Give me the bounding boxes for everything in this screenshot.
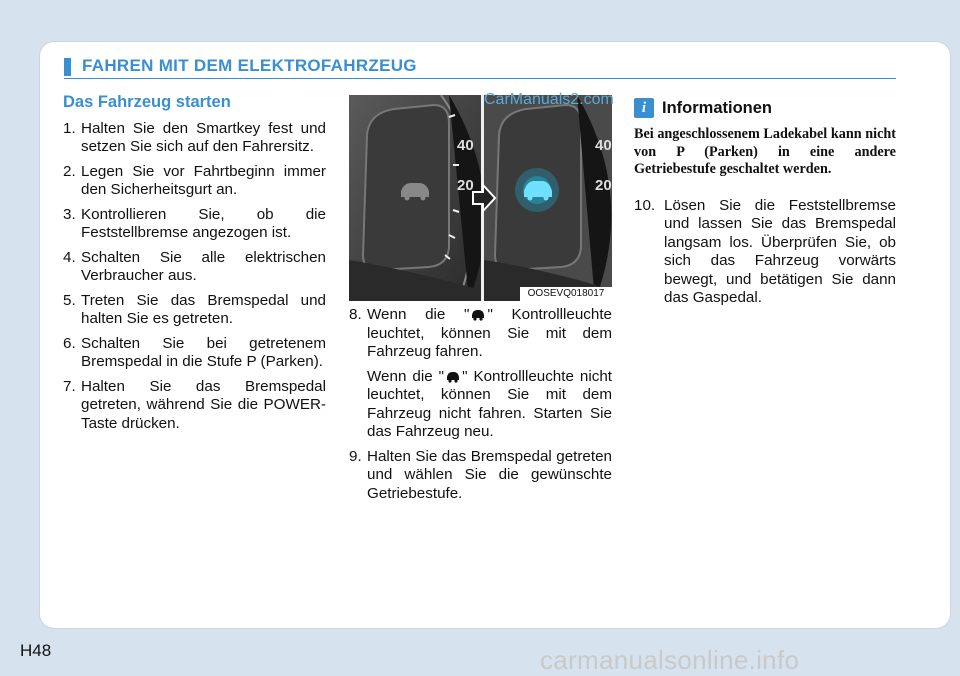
- header-title: FAHREN MIT DEM ELEKTROFAHRZEUG: [82, 56, 417, 75]
- step-number: 9.: [349, 447, 362, 465]
- footer-site-watermark: carmanualsonline.info: [540, 645, 800, 675]
- step-number: 6.: [63, 334, 76, 352]
- gauge-label: 20: [595, 177, 612, 194]
- step-4: [63, 249, 326, 286]
- step-number: 1.: [63, 119, 76, 137]
- step-6: [63, 335, 326, 372]
- page-number: H48: [20, 641, 52, 660]
- step-number: 7.: [63, 377, 76, 395]
- info-icon: i: [634, 98, 654, 118]
- step-text: Treten Sie das Bremspedal und halten Sie es getreten.: [81, 291, 326, 327]
- dashboard-figure: [349, 95, 612, 301]
- figure-code: OOSEVQ018017: [520, 287, 612, 301]
- step-text: [367, 306, 612, 362]
- step-text: Kontrollieren Sie, ob die Feststellbremse angezogen ist.: [81, 205, 326, 241]
- cluster-illustration: [349, 95, 612, 301]
- note-text-pre: Wenn die ": [367, 367, 445, 385]
- section-header: [64, 56, 896, 80]
- step-text: Legen Sie vor Fahrtbeginn immer den Sicherheitsgurt an.: [81, 162, 326, 198]
- step-text-post: " Kontrollleuchte leuchtet, können Sie mit dem Fahrzeug fahren.: [367, 306, 612, 360]
- info-title: Informationen: [662, 98, 772, 117]
- step-text: Schalten Sie alle elektrischen Verbraucher aus.: [81, 248, 326, 284]
- step-text: Halten Sie das Bremspedal getreten und wählen Sie die gewünschte Getriebestufe.: [367, 447, 612, 502]
- step-text: Lösen Sie die Feststellbremse und lassen Sie das Bremspedal langsam los. Überprüfen Sie, ob sich das Fahrzeug vorwärts bewegt, und betätigen Sie dann das Gaspedal.: [664, 196, 896, 306]
- step-text: Halten Sie den Smartkey fest und setzen Sie sich auf den Fahrersitz.: [81, 119, 326, 155]
- step-7: [63, 378, 326, 434]
- step-number: 8.: [349, 306, 362, 323]
- car-ready-icon: [469, 308, 487, 321]
- step-number: 5.: [63, 291, 76, 309]
- step-9: [349, 448, 612, 504]
- steps-list: [63, 120, 326, 434]
- step-text: Schalten Sie bei getretenem Bremspedal in die Stufe P (Parken).: [81, 334, 326, 370]
- gauge-label: 40: [457, 137, 474, 154]
- left-column: [63, 93, 326, 439]
- step-text: Halten Sie das Bremspedal getreten, während Sie die POWER-Taste drücken.: [81, 377, 326, 432]
- gauge-label: 20: [457, 177, 474, 194]
- step-number: 2.: [63, 162, 76, 180]
- cluster-right-panel: [484, 95, 612, 301]
- header-accent-bar: [64, 58, 71, 76]
- right-column: [634, 98, 896, 314]
- step-10: [634, 197, 896, 308]
- step-1: [63, 120, 326, 157]
- step-text-pre: Wenn die ": [367, 306, 470, 323]
- section-title: Das Fahrzeug starten: [63, 93, 231, 111]
- watermark-text: CarManuals2.com: [484, 91, 614, 108]
- middle-column: [349, 306, 612, 509]
- cluster-left-panel: [349, 95, 485, 301]
- note-text-post: " Kontrollleuchte nicht leuchtet, können Sie mit dem Fahrzeug nicht fahren. Starten Sie das Fahrzeug neu.: [367, 367, 612, 440]
- step-8: [349, 306, 612, 362]
- step-8-note: [367, 368, 612, 442]
- step-3: [63, 206, 326, 243]
- info-header: [634, 98, 896, 118]
- step-5: [63, 292, 326, 329]
- header-rule: [64, 78, 896, 79]
- info-body: Bei angeschlossenem Ladekabel kann nicht von P (Parken) in eine andere Getriebestufe geschaltet werden.: [634, 126, 896, 177]
- step-number: 4.: [63, 248, 76, 266]
- step-2: [63, 163, 326, 200]
- gauge-label: 40: [595, 137, 612, 154]
- step-number: 10.: [634, 196, 656, 214]
- car-ready-icon: [444, 370, 462, 383]
- step-number: 3.: [63, 205, 76, 223]
